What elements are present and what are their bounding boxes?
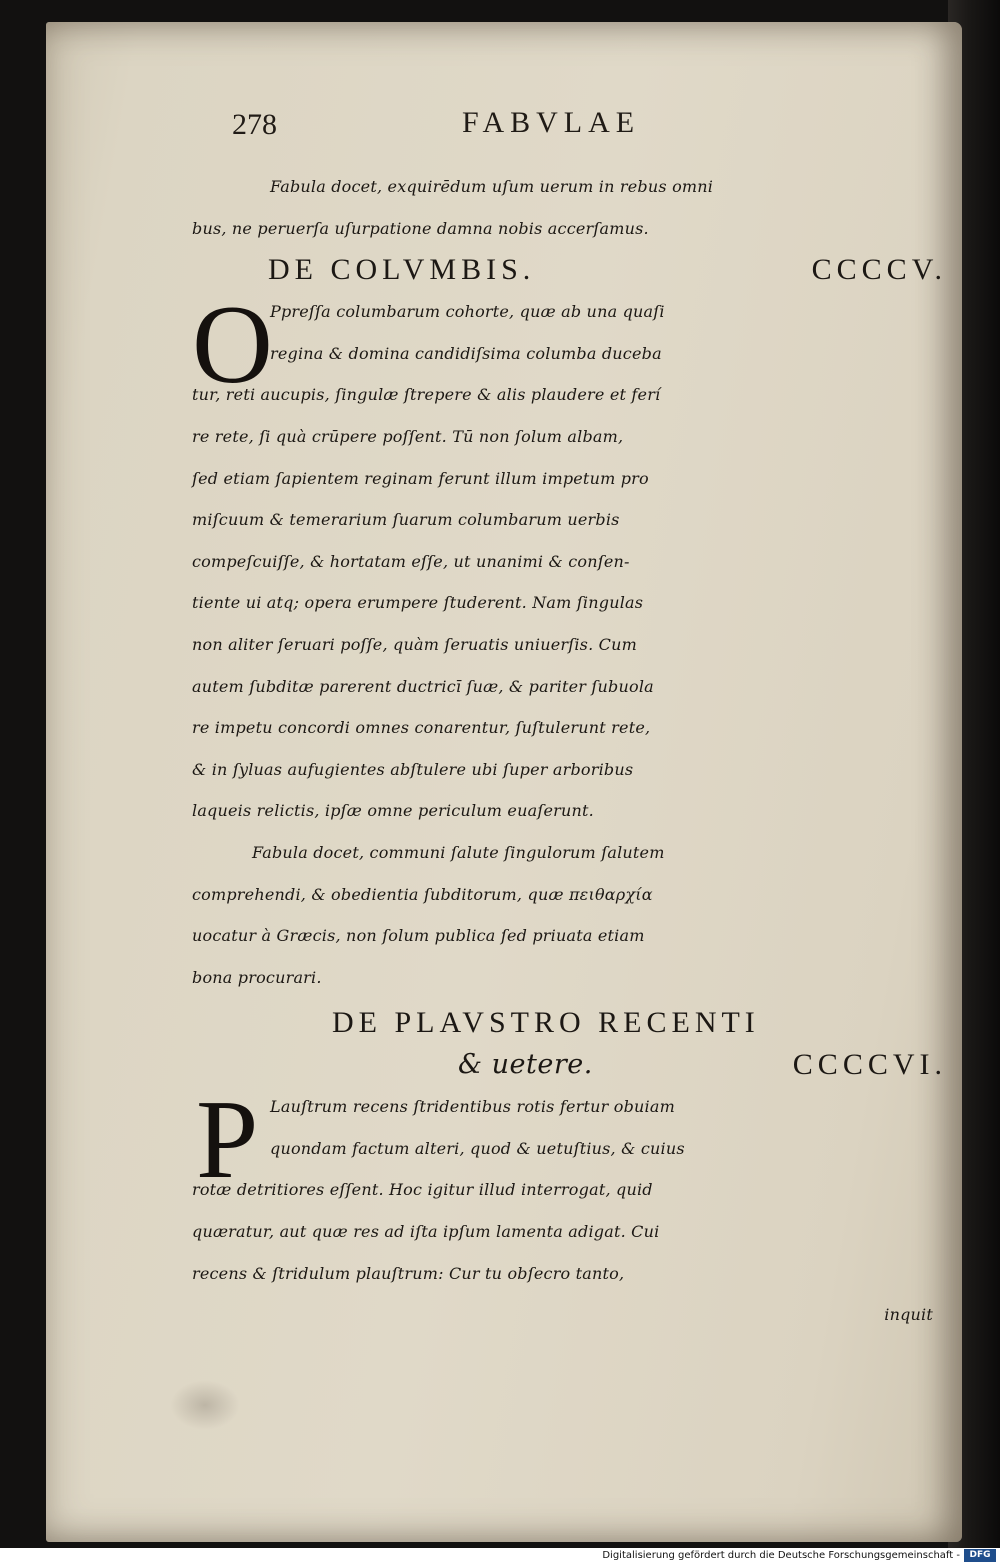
text-line: re rete, ſi quà crūpere poſſent. Tū non ſolum albam, (192, 426, 624, 446)
fable-406-heading (192, 1002, 937, 1044)
text-line: Lauſtrum recens ſtridentibus rotis fertur obuiam (270, 1097, 675, 1117)
footer-bar (0, 1548, 1000, 1563)
catchword: inquit (884, 1305, 933, 1325)
text-line: quæratur, aut quæ res ad iſta ipſum lamenta adigat. Cui (192, 1222, 660, 1242)
text-line: tiente ui atq; opera erumpere ſtuderent. Nam ſingulas (192, 593, 644, 613)
fable-406-heading-line2 (192, 1044, 947, 1086)
text-line: laqueis relictis, ipſæ omne periculum euaſerunt. (192, 801, 594, 821)
fable-406-body (192, 1078, 937, 1336)
text-line: recens & ſtridulum plauſtrum: Cur tu obſecro tanto, (192, 1263, 625, 1283)
text-line: Ppreſſa columbarum cohorte, quæ ab una quaſi (270, 302, 665, 322)
text-line: bus, ne peruerſa uſurpatione damna nobis accerſamus. (192, 218, 649, 238)
text-line: comprehendi, & obedientia ſubditorum, quæ πειθαρχία (192, 884, 653, 904)
text-line: Fabula docet, communi ſalute ſingulorum ſalutem (252, 842, 665, 862)
text-line: bona procurari. (192, 967, 322, 987)
text-line: rotæ detritiores eſſent. Hoc igitur illud interrogat, quid (192, 1180, 653, 1200)
fable-405-body (192, 283, 937, 832)
page-number: 278 (232, 108, 277, 141)
fable-406-number: CCCCVI. (792, 1048, 947, 1082)
paper-stain (170, 1380, 240, 1430)
funding-credit: Digitalisierung gefördert durch die Deutsche Forschungsgemeinschaft - (602, 1550, 960, 1561)
fable-406-subtitle: & uetere. (458, 1049, 593, 1081)
fable-406-title: DE PLAVSTRO RECENTI (332, 1006, 760, 1040)
drop-cap-initial: O (192, 283, 273, 408)
text-line: Fabula docet, exquirēdum uſum uerum in rebus omni (270, 177, 714, 196)
fable-405-moral (192, 832, 937, 998)
intro-moral (192, 166, 937, 249)
text-line: ſed etiam ſapientem reginam ferunt illum impetum pro (192, 468, 649, 488)
text-line: miſcuum & temerarium ſuarum columbarum uerbis (192, 510, 620, 530)
text-line: autem ſubditæ parerent ductricī ſuæ, & pariter ſubuola (192, 676, 654, 696)
dfg-logo: DFG (964, 1549, 996, 1562)
page-text (192, 100, 947, 1336)
page-header (192, 100, 937, 150)
text-line: re impetu concordi omnes conarentur, ſuſtulerunt rete, (192, 718, 651, 738)
fable-405-title: DE COLVMBIS. (268, 253, 536, 287)
text-line: tur, reti aucupis, ſingulæ ſtrepere & alis plaudere et ferí (192, 385, 661, 405)
text-line: & in ſyluas aufugientes abſtulere ubi ſuper arboribus (192, 759, 634, 779)
text-line: compeſcuiſſe, & hortatam eſſe, ut unanimi & conſen- (192, 551, 630, 571)
fable-405-number: CCCCV. (811, 253, 947, 287)
fable-405-heading (192, 249, 947, 291)
text-line: regina & domina candidiſsima columba ducеba (270, 343, 662, 363)
drop-cap-initial: P (196, 1078, 259, 1203)
text-line: uocatur à Græcis, non ſolum publica ſed priuata etiam (192, 926, 645, 946)
text-line: quondam factum alteri, quod & uetuſtius, & cuius (270, 1138, 685, 1158)
running-head: FABVLAE (462, 106, 641, 139)
text-line: non aliter ſeruari poſſe, quàm ſeruatis uniuerſis. Cum (192, 634, 637, 654)
